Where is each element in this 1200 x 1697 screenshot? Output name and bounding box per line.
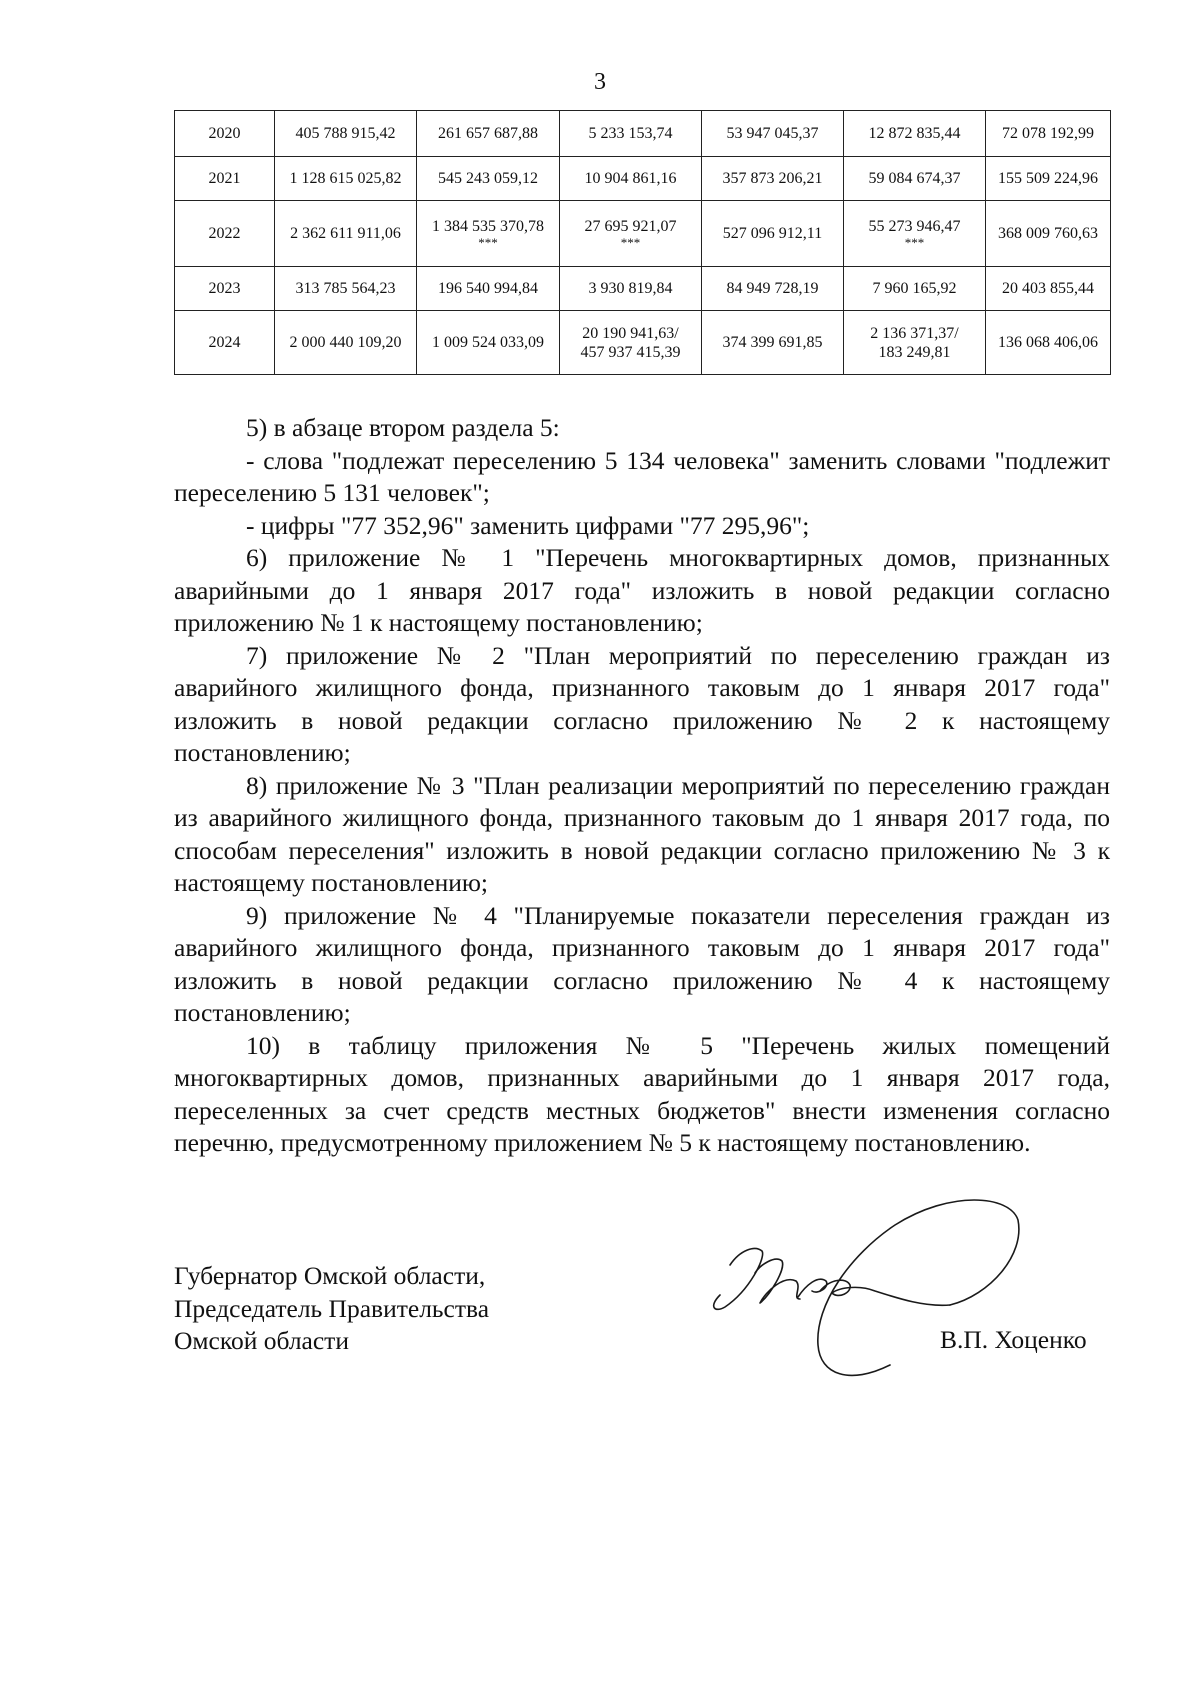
paragraph: 9) приложение № 4 "Планируемые показатели переселения граждан из аварийного жилищного фонда, признанного таковым до 1 января 2017 года" изложить в новой редакции согласно приложению № 4 к настоящему постановлению; [174, 900, 1110, 1027]
table-row [175, 157, 1111, 201]
paragraph: 7) приложение № 2 "План мероприятий по переселению граждан из аварийного жилищного фонда, признанного таковым до 1 января 2017 года" изложить в новой редакции согласно приложению № 2 к настоящему постановлению; [174, 640, 1110, 767]
table-cell [417, 201, 560, 267]
table-cell: 84 949 728,19 [702, 267, 844, 311]
table-cell: 405 788 915,42 [275, 111, 417, 157]
signatory-title-line: Губернатор Омской области, [174, 1261, 486, 1290]
cell-value: 1 384 535 370,78 [432, 218, 544, 235]
paragraph: - слова "подлежат переселению 5 134 человека" заменить словами "подлежит переселению 5 131 человек"; [174, 445, 1110, 507]
cell-mark: *** [904, 235, 925, 250]
cell-value-line2: 183 249,81 [878, 343, 951, 361]
table-cell: 2021 [175, 157, 275, 201]
signatory-title-line: Председатель Правительства [174, 1293, 490, 1323]
cell-value: 20 190 941,63/ [582, 324, 679, 342]
table-cell: 2020 [175, 111, 275, 157]
table-cell: 136 068 406,06 [986, 311, 1111, 375]
budget-table [174, 110, 1111, 375]
table-cell: 1 009 524 033,09 [417, 311, 560, 375]
table-cell: 72 078 192,99 [986, 111, 1111, 157]
table-cell: 261 657 687,88 [417, 111, 560, 157]
amendment-text [174, 412, 1110, 1160]
table-cell: 357 873 206,21 [702, 157, 844, 201]
table-cell [560, 311, 702, 375]
table-cell: 196 540 994,84 [417, 267, 560, 311]
table-cell [560, 201, 702, 267]
table-row [175, 267, 1111, 311]
table-cell: 7 960 165,92 [844, 267, 986, 311]
table-row [175, 201, 1111, 267]
table-cell: 20 403 855,44 [986, 267, 1111, 311]
signatory-title [174, 1260, 489, 1358]
table-cell [844, 201, 986, 267]
table-cell: 3 930 819,84 [560, 267, 702, 311]
paragraph: 5) в абзаце втором раздела 5: [246, 413, 560, 442]
cell-value: 2 136 371,37/ [870, 324, 959, 342]
table-cell: 5 233 153,74 [560, 111, 702, 157]
table-cell: 374 399 691,85 [702, 311, 844, 375]
handwritten-signature [700, 1195, 1030, 1395]
table-cell: 527 096 912,11 [702, 201, 844, 267]
table-cell: 10 904 861,16 [560, 157, 702, 201]
table-cell: 2 362 611 911,06 [275, 201, 417, 267]
paragraph: 6) приложение № 1 "Перечень многоквартирных домов, признанных аварийными до 1 января 2017 года" изложить в новой редакции согласно приложению № 1 к настоящему постановлению; [174, 543, 1110, 637]
table-cell: 313 785 564,23 [275, 267, 417, 311]
cell-value-line2: 457 937 415,39 [580, 343, 681, 361]
cell-mark: *** [478, 235, 498, 250]
table-cell: 12 872 835,44 [844, 111, 986, 157]
table-cell: 2024 [175, 311, 275, 375]
table-cell: 545 243 059,12 [417, 157, 560, 201]
signatory-title-line: Омской области [174, 1326, 349, 1355]
table-cell: 2 000 440 109,20 [275, 311, 417, 375]
paragraph: 10) в таблицу приложения № 5 "Перечень жилых помещений многоквартирных домов, признанных аварийными до 1 января 2017 года, переселенных за счет средств местных бюджетов" внести изменения согласно перечню, предусмотренному приложением № 5 к настоящему постановлению. [174, 1030, 1110, 1157]
table-row [175, 311, 1111, 375]
table-cell [844, 311, 986, 375]
signer-name: В.П. Хоценко [940, 1325, 1087, 1354]
table-row [175, 111, 1111, 157]
cell-value: 27 695 921,07 [584, 218, 677, 235]
table-cell: 2023 [175, 267, 275, 311]
table-cell: 59 084 674,37 [844, 157, 986, 201]
table-cell: 53 947 045,37 [702, 111, 844, 157]
table-cell: 2022 [175, 201, 275, 267]
cell-value: 55 273 946,47 [868, 218, 961, 235]
table-cell: 1 128 615 025,82 [275, 157, 417, 201]
paragraph: - цифры "77 352,96" заменить цифрами "77 295,96"; [246, 510, 810, 540]
paragraph: 8) приложение № 3 "План реализации мероприятий по переселению граждан из аварийного жилищного фонда, признанного таковым до 1 января 2017 года, по способам переселения" изложить в новой редакции согласно приложению № 3 к настоящему постановлению; [174, 770, 1110, 897]
cell-mark: *** [620, 235, 641, 250]
table-cell: 368 009 760,63 [986, 201, 1111, 267]
page-number: 3 [594, 69, 606, 95]
table-cell: 155 509 224,96 [986, 157, 1111, 201]
